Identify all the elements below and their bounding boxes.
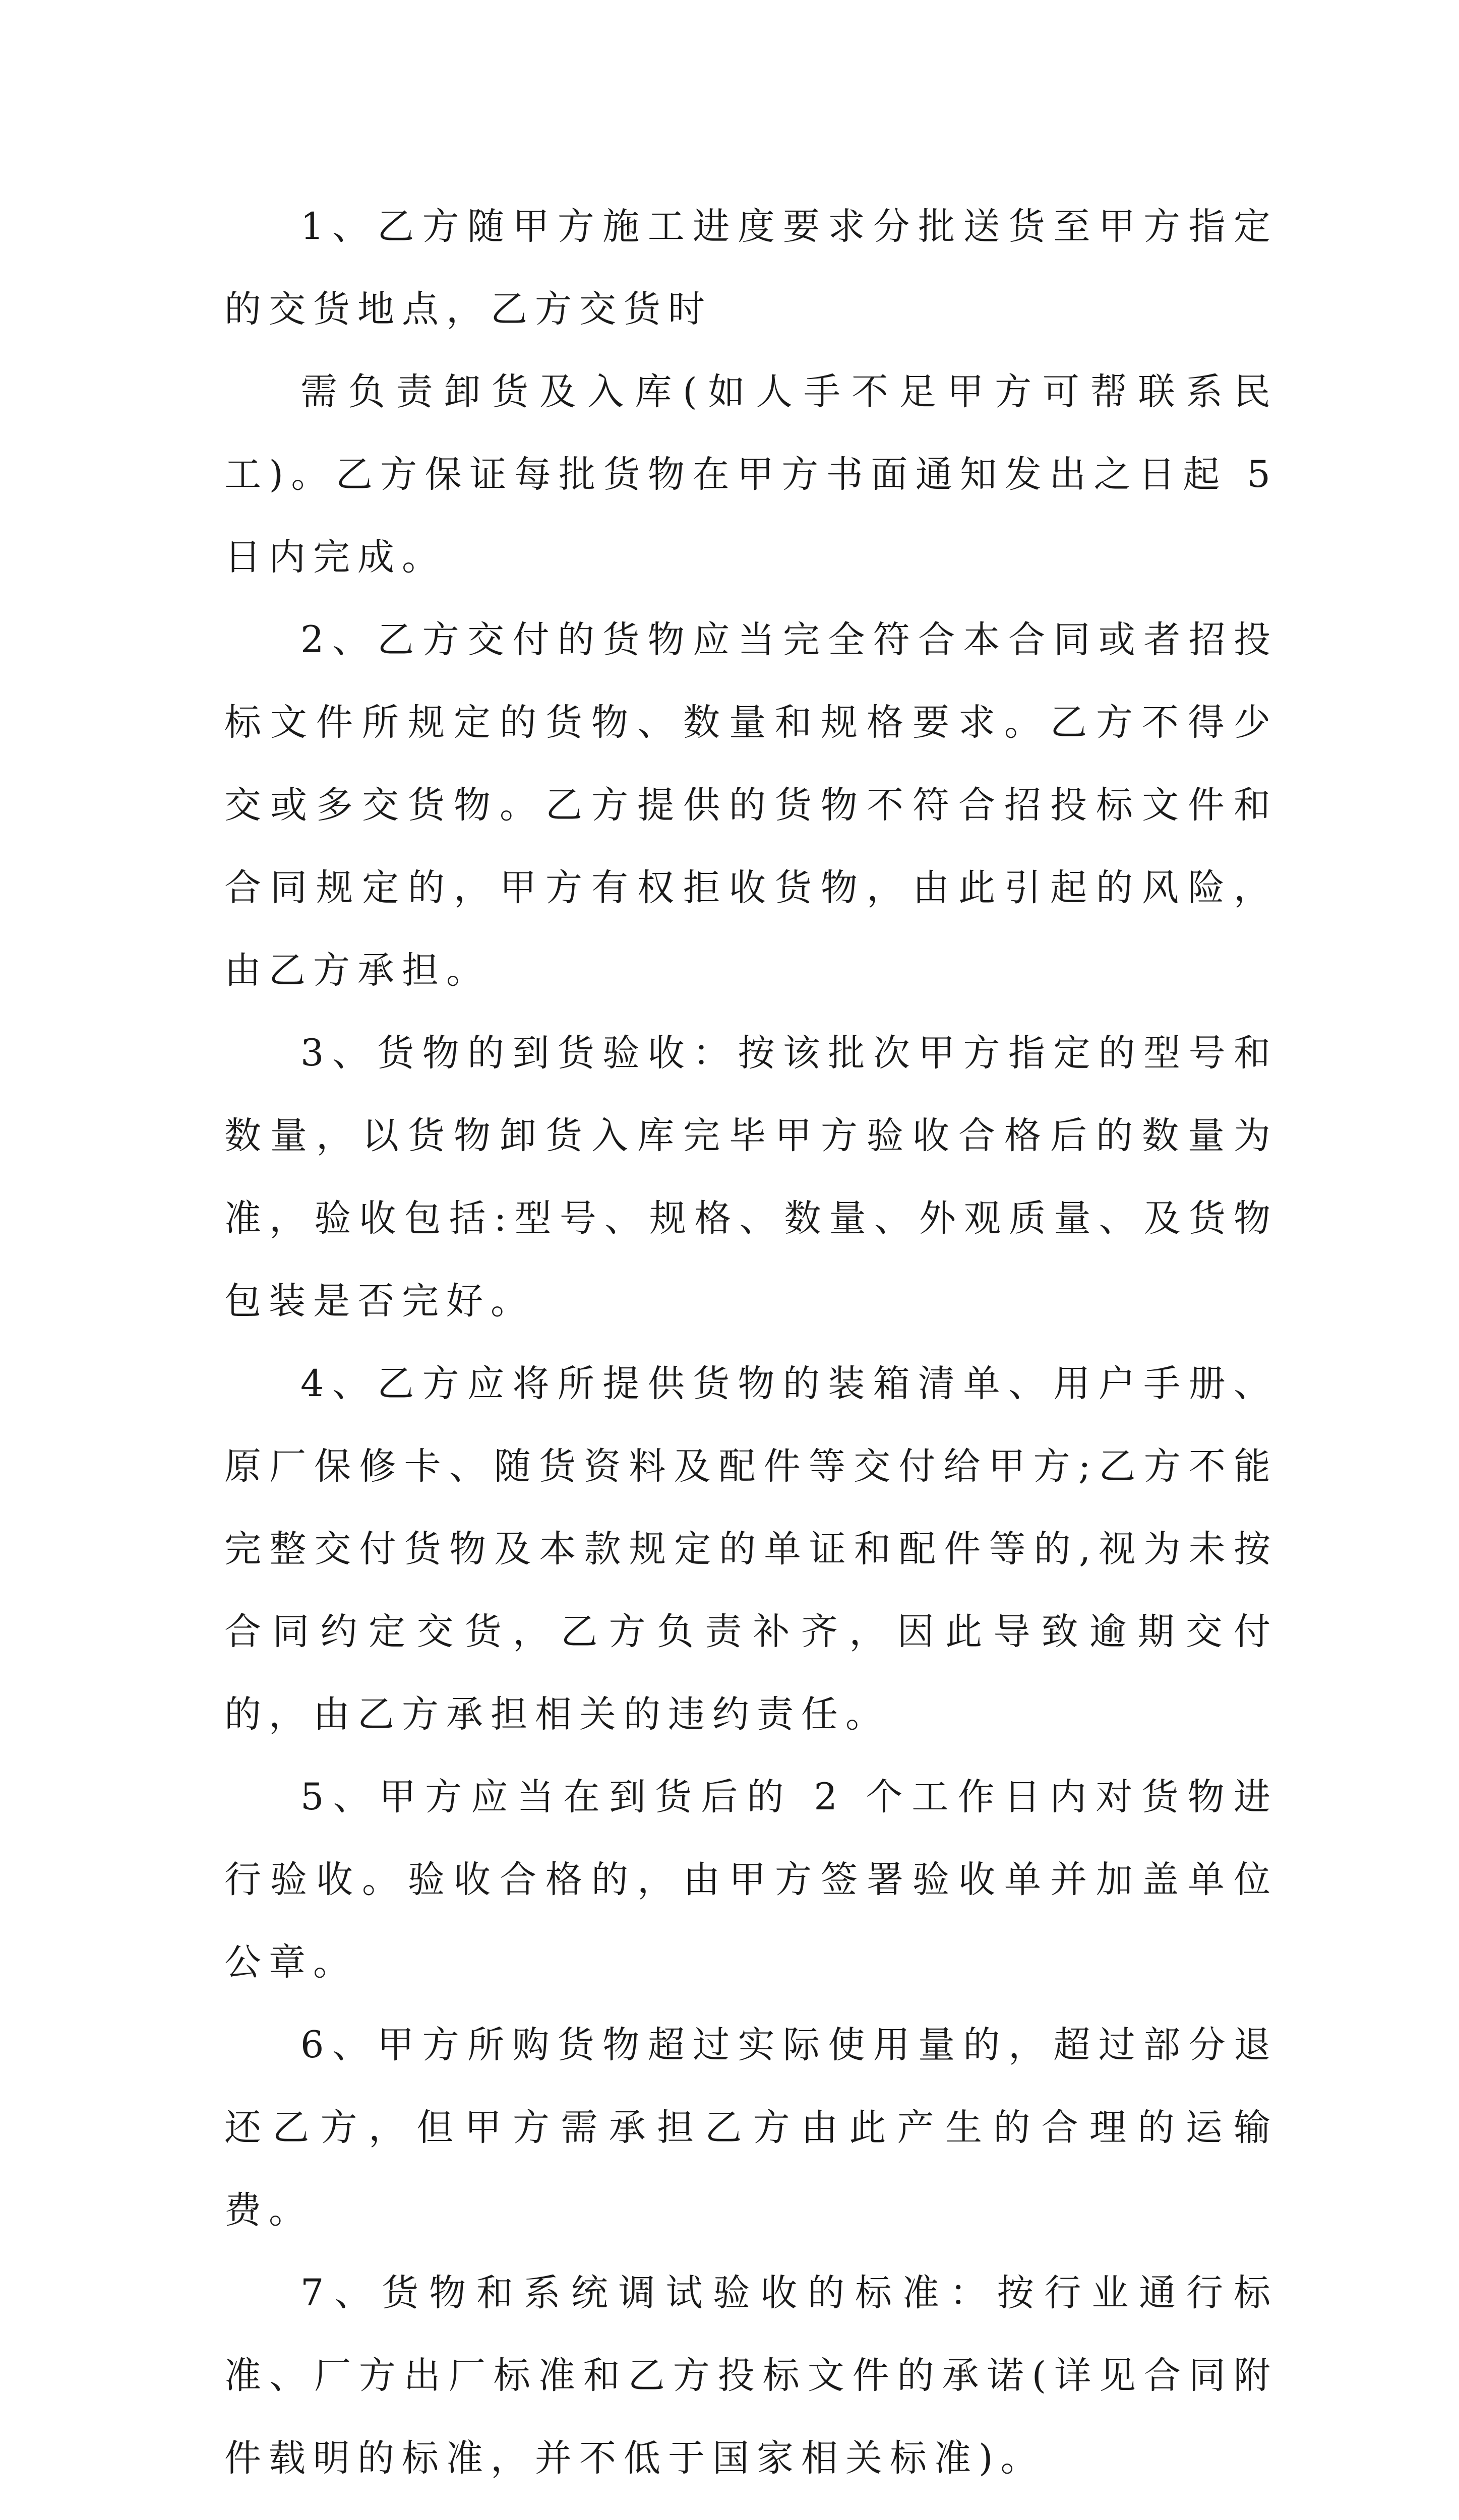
clause-7-paragraph: 7、货物和系统调试验收的标准：按行业通行标准、厂方出厂标准和乙方投标文件的承诺(详见合同附件载明的标准，并不低于国家相关标准)。 xyxy=(224,2272,1278,2480)
clause-2-paragraph: 2、乙方交付的货物应当完全符合本合同或者招投标文件所规定的货物、数量和规格要求。乙方不得少交或多交货物。乙方提供的货物不符合招投标文件和合同规定的，甲方有权拒收货物，由此引起的风险，由乙方承担。 xyxy=(224,618,1278,992)
section-heading xyxy=(224,2500,1278,2520)
contract-text xyxy=(224,185,1278,2520)
clause-4-paragraph: 4、乙方应将所提供货物的装箱清单、用户手册、原厂保修卡、随货资料及配件等交付给甲方;乙方不能完整交付货物及本款规定的单证和配件等的,视为未按合同约定交货，乙方负责补齐，因此导致逾期交付的，由乙方承担相关的违约责任。 xyxy=(224,1362,1278,1736)
clause-6-paragraph: 6、甲方所购货物超过实际使用量的，超过部分退还乙方，但甲方需承担乙方由此产生的合理的运输费。 xyxy=(224,2024,1278,2232)
clause-1-paragraph: 1、乙方随甲方施工进度要求分批送货至甲方指定的交货地点，乙方交货时 xyxy=(224,205,1278,331)
clause-3-paragraph: 3、货物的到货验收：按该批次甲方指定的型号和数量，以货物卸货入库完毕甲方验收合格后的数量为准，验收包括:型号、规格、数量、外观质量、及货物包装是否完好。 xyxy=(224,1032,1278,1322)
clause-5-paragraph: 5、甲方应当在到货后的 2 个工作日内对货物进行验收。验收合格的，由甲方签署验收单并加盖单位公章。 xyxy=(224,1776,1278,1984)
clause-1-continuation: 需负责卸货及入库(如人手不足甲方可帮联系民工)。乙方保证每批货物在甲方书面通知发出之日起 5 日内完成。 xyxy=(224,370,1278,579)
